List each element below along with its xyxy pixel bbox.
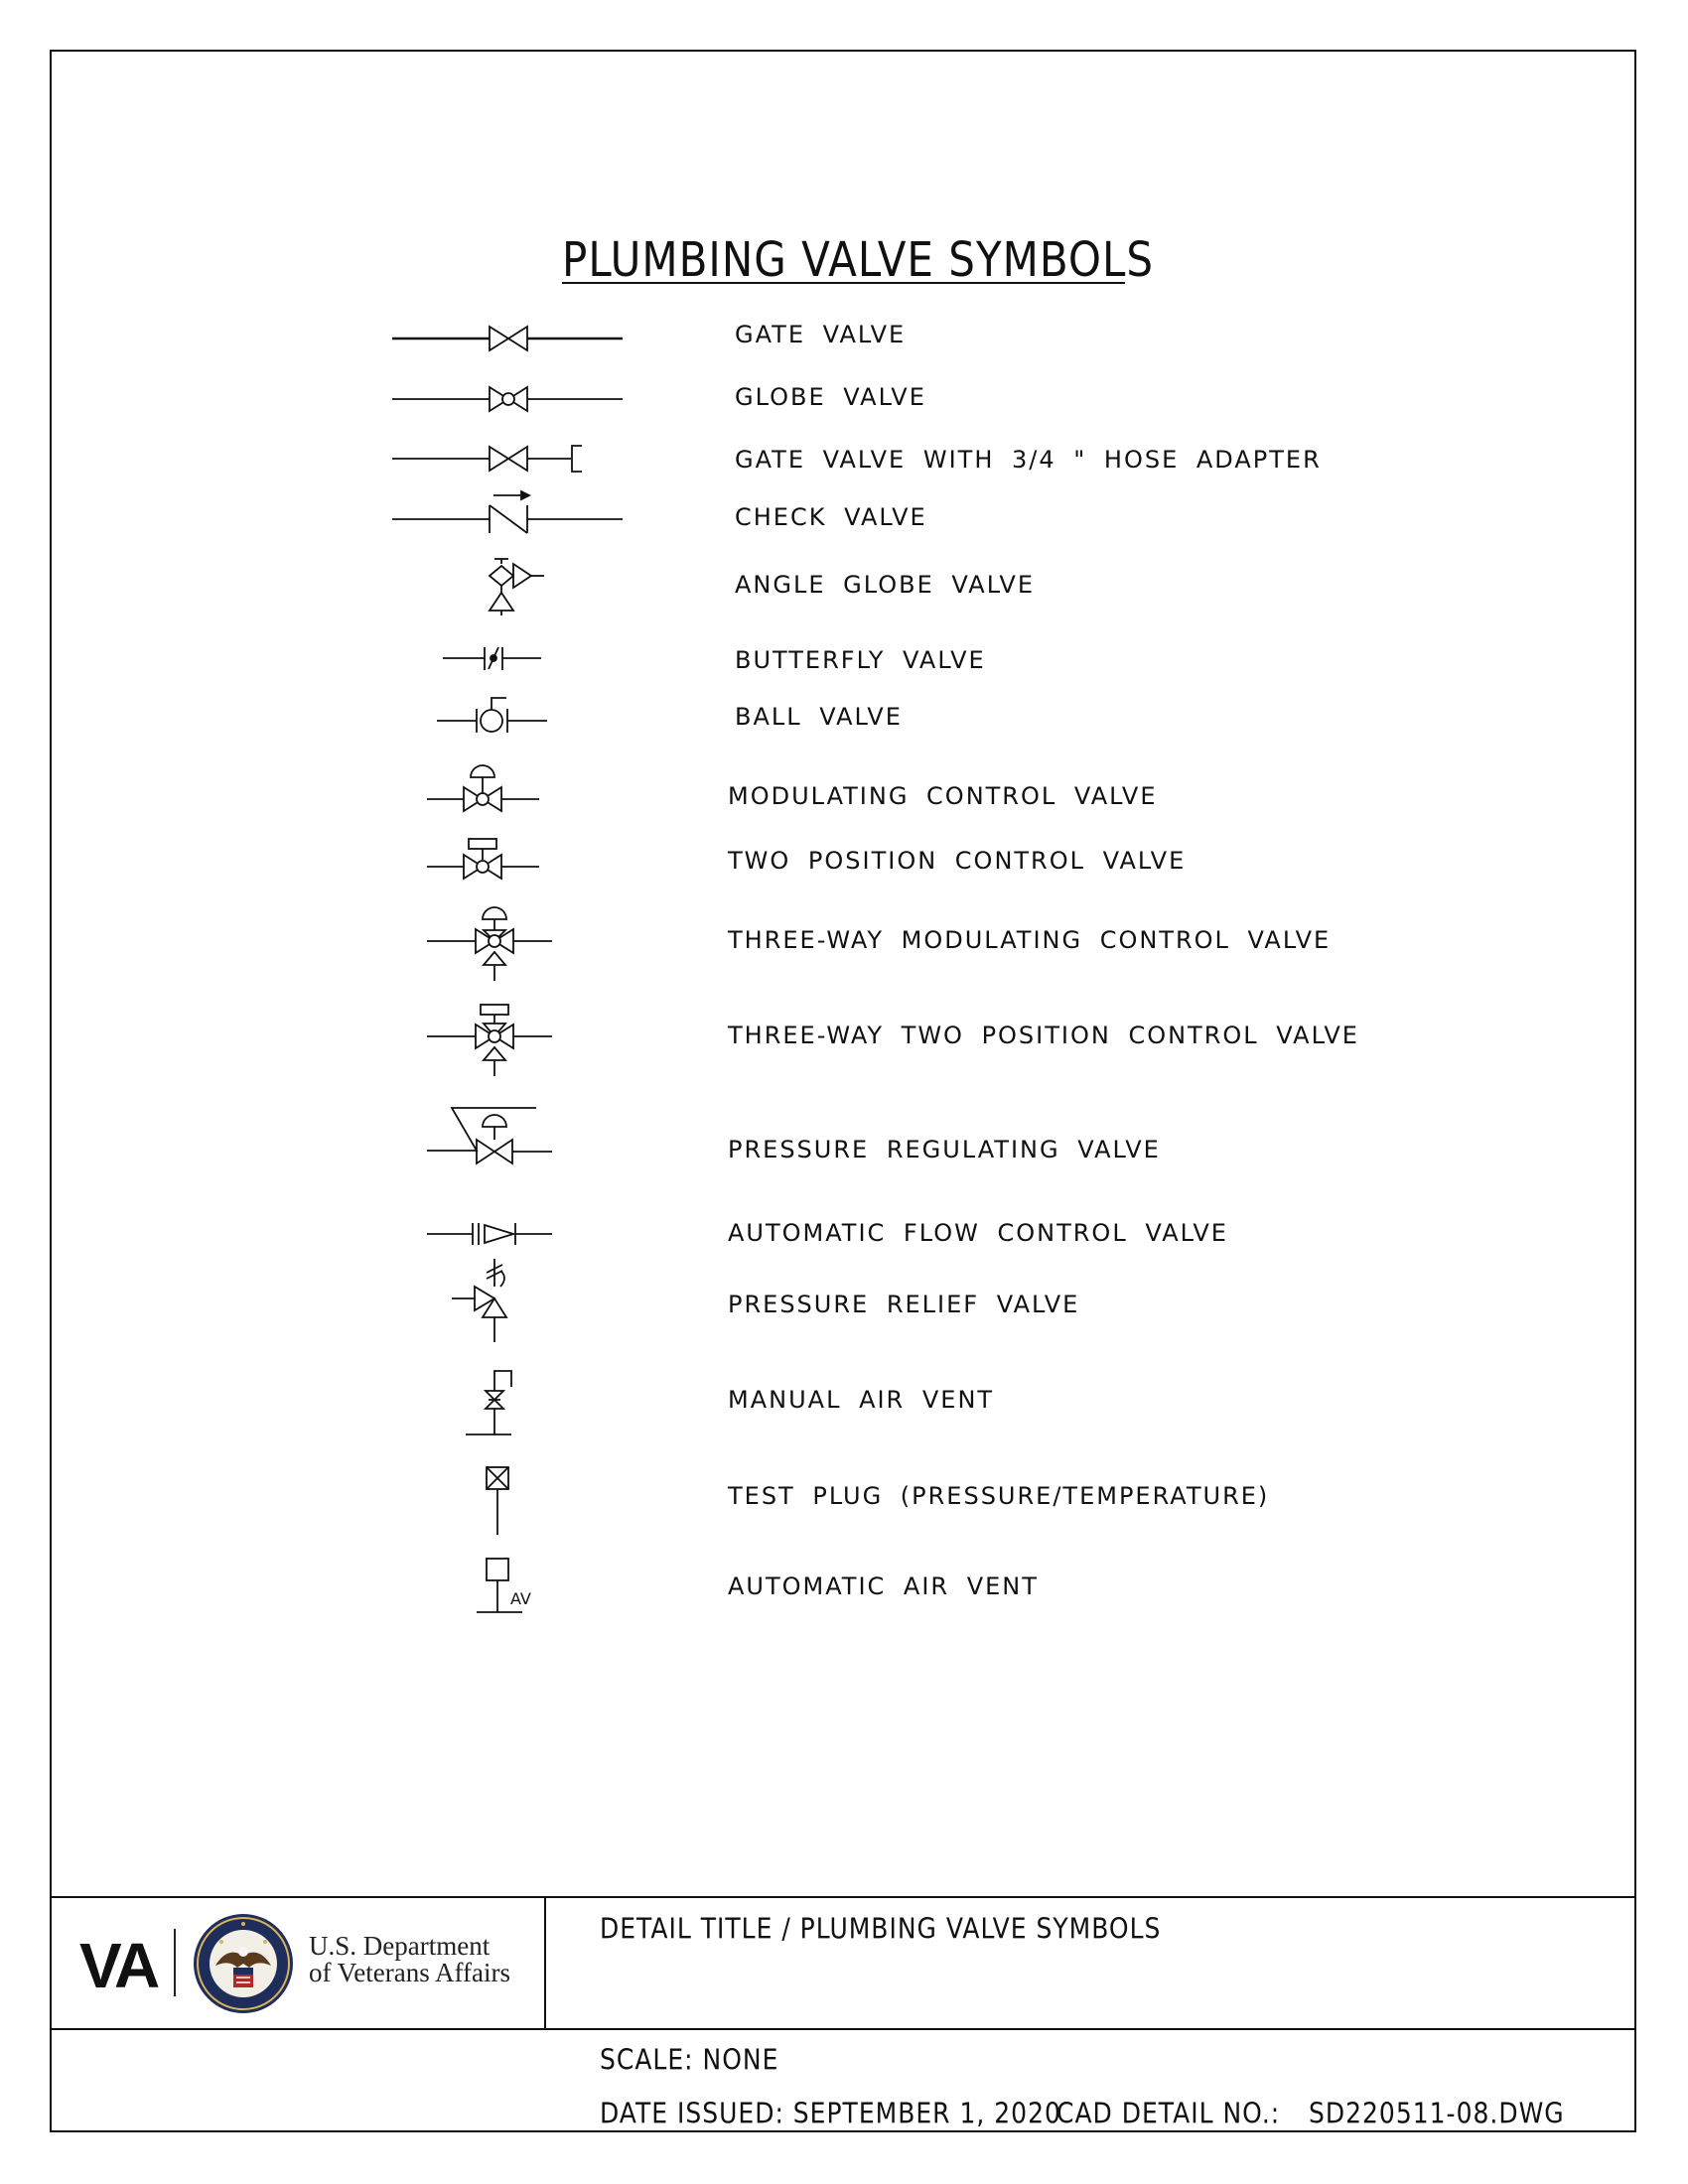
scale-text: SCALE: NONE	[600, 2043, 779, 2077]
cad-detail-label: CAD DETAIL NO.:	[1056, 2097, 1281, 2130]
symbol-label-gate-valve-hose-adapter: GATE VALVE WITH 3/4 " HOSE ADAPTER	[735, 446, 1322, 474]
ball-valve-icon	[437, 698, 547, 733]
symbol-label-automatic-air-vent: AUTOMATIC AIR VENT	[728, 1572, 1039, 1600]
pressure-regulating-valve-icon	[427, 1108, 552, 1163]
va-logo: VA	[79, 1930, 158, 2001]
gate-valve-hose-adapter-icon	[392, 446, 582, 472]
check-valve-icon	[392, 491, 623, 533]
department-line-2: of Veterans Affairs	[309, 1958, 510, 1987]
symbol-label-check-valve: CHECK VALVE	[735, 503, 927, 531]
gate-valve-icon	[392, 327, 623, 350]
manual-air-vent-icon	[466, 1371, 511, 1434]
automatic-flow-control-valve-icon	[427, 1223, 552, 1245]
symbol-label-pressure-relief-valve: PRESSURE RELIEF VALVE	[728, 1291, 1080, 1318]
test-plug-icon	[487, 1467, 508, 1535]
title-block-middle-border	[50, 2028, 1636, 2030]
date-issued: DATE ISSUED: SEPTEMBER 1, 2020	[600, 2097, 1061, 2130]
symbol-label-automatic-flow-control-valve: AUTOMATIC FLOW CONTROL VALVE	[728, 1219, 1228, 1247]
va-seal-icon	[192, 1912, 295, 2015]
symbol-label-three-way-modulating-control-valve: THREE-WAY MODULATING CONTROL VALVE	[728, 926, 1332, 954]
detail-title: DETAIL TITLE / PLUMBING VALVE SYMBOLS	[600, 1912, 1162, 1946]
pressure-relief-valve-icon	[452, 1259, 506, 1342]
air-vent-av-tag: AV	[510, 1589, 531, 1608]
three-way-modulating-control-valve-icon	[427, 907, 552, 981]
symbol-label-test-plug: TEST PLUG (PRESSURE/TEMPERATURE)	[728, 1482, 1270, 1510]
symbol-label-two-position-control-valve: TWO POSITION CONTROL VALVE	[728, 847, 1187, 875]
three-way-two-position-control-valve-icon	[427, 1005, 552, 1076]
symbol-label-ball-valve: BALL VALVE	[735, 703, 903, 731]
two-position-control-valve-icon	[427, 839, 539, 879]
title-block-divider	[544, 1896, 546, 2028]
symbol-label-angle-globe-valve: ANGLE GLOBE VALVE	[735, 571, 1036, 599]
department-line-1: U.S. Department	[309, 1931, 491, 1961]
sheet-title: PLUMBING VALVE SYMBOLS	[562, 231, 1155, 288]
globe-valve-icon	[392, 387, 623, 411]
department-name	[309, 1933, 510, 1986]
butterfly-valve-icon	[443, 647, 541, 670]
symbol-label-modulating-control-valve: MODULATING CONTROL VALVE	[728, 782, 1158, 810]
symbol-label-manual-air-vent: MANUAL AIR VENT	[728, 1386, 995, 1414]
cad-detail-number: SD220511-08.DWG	[1309, 2097, 1565, 2130]
title-block-top-border	[50, 1896, 1636, 1898]
symbol-label-three-way-two-position-control-valve: THREE-WAY TWO POSITION CONTROL VALVE	[728, 1022, 1359, 1049]
symbol-label-butterfly-valve: BUTTERFLY VALVE	[735, 646, 986, 674]
angle-globe-valve-icon	[490, 559, 544, 615]
modulating-control-valve-icon	[427, 765, 539, 811]
va-logo-divider	[174, 1929, 176, 1996]
symbol-label-pressure-regulating-valve: PRESSURE REGULATING VALVE	[728, 1136, 1161, 1163]
symbol-label-globe-valve: GLOBE VALVE	[735, 383, 926, 411]
symbol-label-gate-valve: GATE VALVE	[735, 321, 907, 348]
